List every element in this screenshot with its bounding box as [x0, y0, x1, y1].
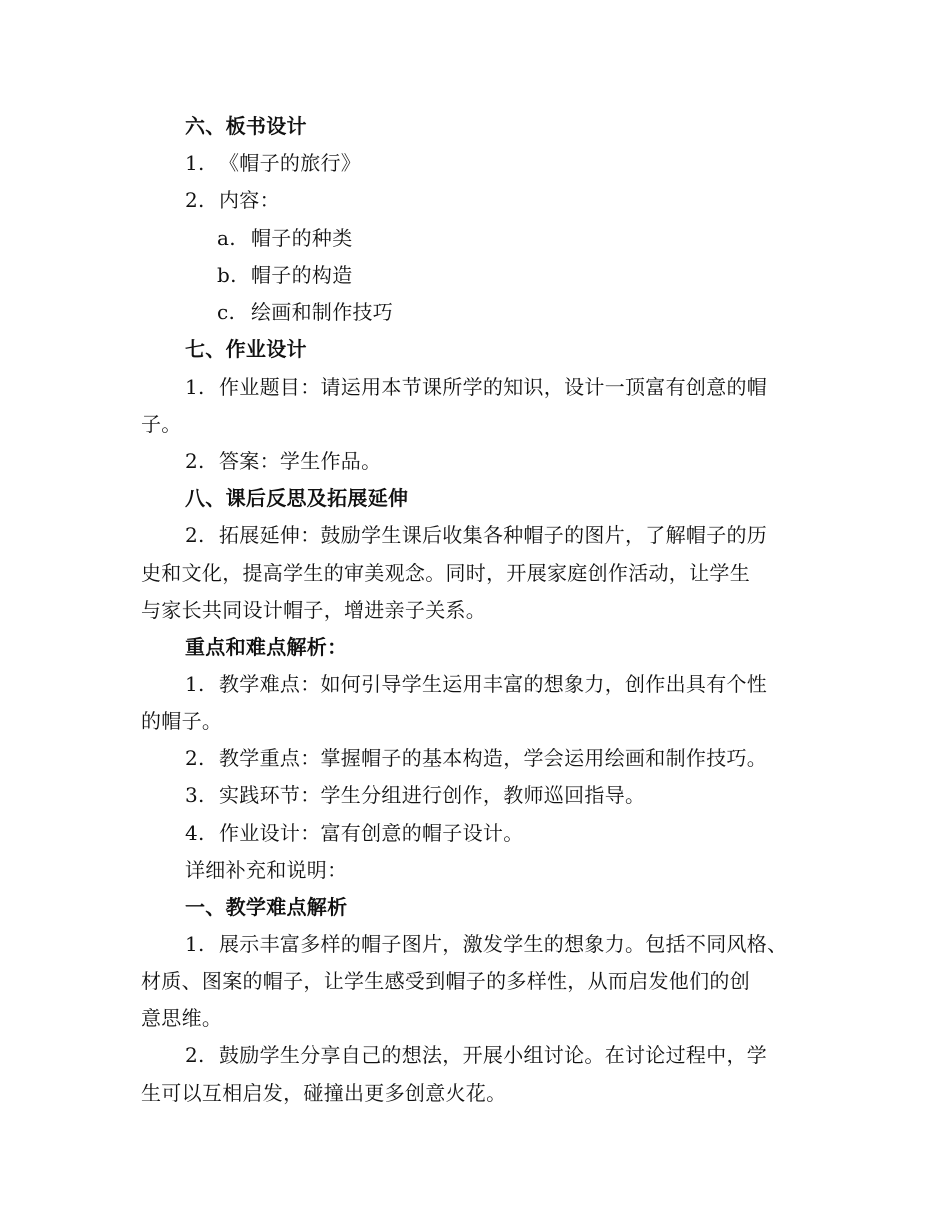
list-item-number: 3.: [185, 783, 205, 807]
paragraph-line: 意思维。: [141, 1006, 223, 1030]
list-item: [185, 187, 280, 213]
list-item-number: 1.: [185, 672, 205, 696]
paragraph-line: 生可以互相启发，碰撞出更多创意火花。: [141, 1081, 507, 1105]
list-item: [185, 150, 361, 176]
list-item-number: 1.: [185, 932, 205, 956]
list-item-text: 内容：: [219, 188, 280, 212]
sub-list-item: [217, 225, 353, 251]
list-item-number: 2.: [185, 1043, 205, 1067]
section-heading-reflection: 八、课后反思及拓展延伸: [185, 486, 409, 510]
section-heading-board-design: 六、板书设计: [185, 114, 307, 138]
sub-list-item: [217, 262, 353, 288]
list-item-number: 1.: [185, 375, 205, 399]
list-item-number: 2.: [185, 449, 205, 473]
list-item-number: 4.: [185, 821, 205, 845]
sub-list-item-mark: c.: [217, 300, 236, 324]
paragraph-text: 拓展延伸：鼓励学生课后收集各种帽子的图片，了解帽子的历: [219, 523, 768, 547]
paragraph-line: 史和文化，提高学生的审美观念。同时，开展家庭创作活动，让学生: [141, 561, 750, 585]
paragraph-line: 的帽子。: [141, 709, 223, 733]
sub-list-item: [217, 299, 393, 325]
paragraph-text: 展示丰富多样的帽子图片，激发学生的想象力。包括不同风格、: [219, 932, 788, 956]
paragraph-text: 教学重点：掌握帽子的基本构造，学会运用绘画和制作技巧。: [219, 746, 768, 770]
paragraph-line: 材质、图案的帽子，让学生感受到帽子的多样性，从而启发他们的创: [141, 969, 750, 993]
list-item-number: 2.: [185, 746, 205, 770]
sub-list-item-mark: b.: [217, 263, 237, 287]
paragraph-line: [185, 782, 645, 808]
paragraph-line: [185, 745, 767, 771]
paragraph-text: 作业设计：富有创意的帽子设计。: [219, 821, 524, 845]
sub-list-item-text: 帽子的构造: [251, 263, 353, 287]
paragraph-line: [185, 931, 787, 957]
paragraph-line: [185, 522, 767, 548]
list-item-number: 1.: [185, 151, 205, 175]
paragraph-line: 子。: [141, 412, 182, 436]
paragraph-text: 实践环节：学生分组进行创作，教师巡回指导。: [219, 783, 646, 807]
supplement-intro: 详细补充和说明：: [185, 858, 348, 882]
list-item-number: 2.: [185, 523, 205, 547]
section-heading-key-points: 重点和难点解析：: [185, 635, 348, 659]
paragraph-text: 教学难点：如何引导学生运用丰富的想象力，创作出具有个性: [219, 672, 768, 696]
list-item-number: 2.: [185, 188, 205, 212]
paragraph-line: [185, 448, 381, 474]
paragraph-text: 答案：学生作品。: [219, 449, 382, 473]
paragraph-text: 鼓励学生分享自己的想法，开展小组讨论。在讨论过程中，学: [219, 1043, 768, 1067]
list-item-text: 《帽子的旅行》: [219, 151, 362, 175]
paragraph-line: [185, 1042, 767, 1068]
paragraph-line: [185, 374, 767, 400]
sub-list-item-text: 帽子的种类: [251, 226, 353, 250]
section-heading-difficulty-analysis: 一、教学难点解析: [185, 895, 348, 919]
sub-list-item-mark: a.: [217, 226, 236, 250]
paragraph-line: [185, 671, 767, 697]
section-heading-homework-design: 七、作业设计: [185, 337, 307, 361]
paragraph-line: 与家长共同设计帽子，增进亲子关系。: [141, 598, 487, 622]
paragraph-line: [185, 820, 524, 846]
paragraph-text: 作业题目：请运用本节课所学的知识，设计一顶富有创意的帽: [219, 375, 768, 399]
sub-list-item-text: 绘画和制作技巧: [251, 300, 394, 324]
